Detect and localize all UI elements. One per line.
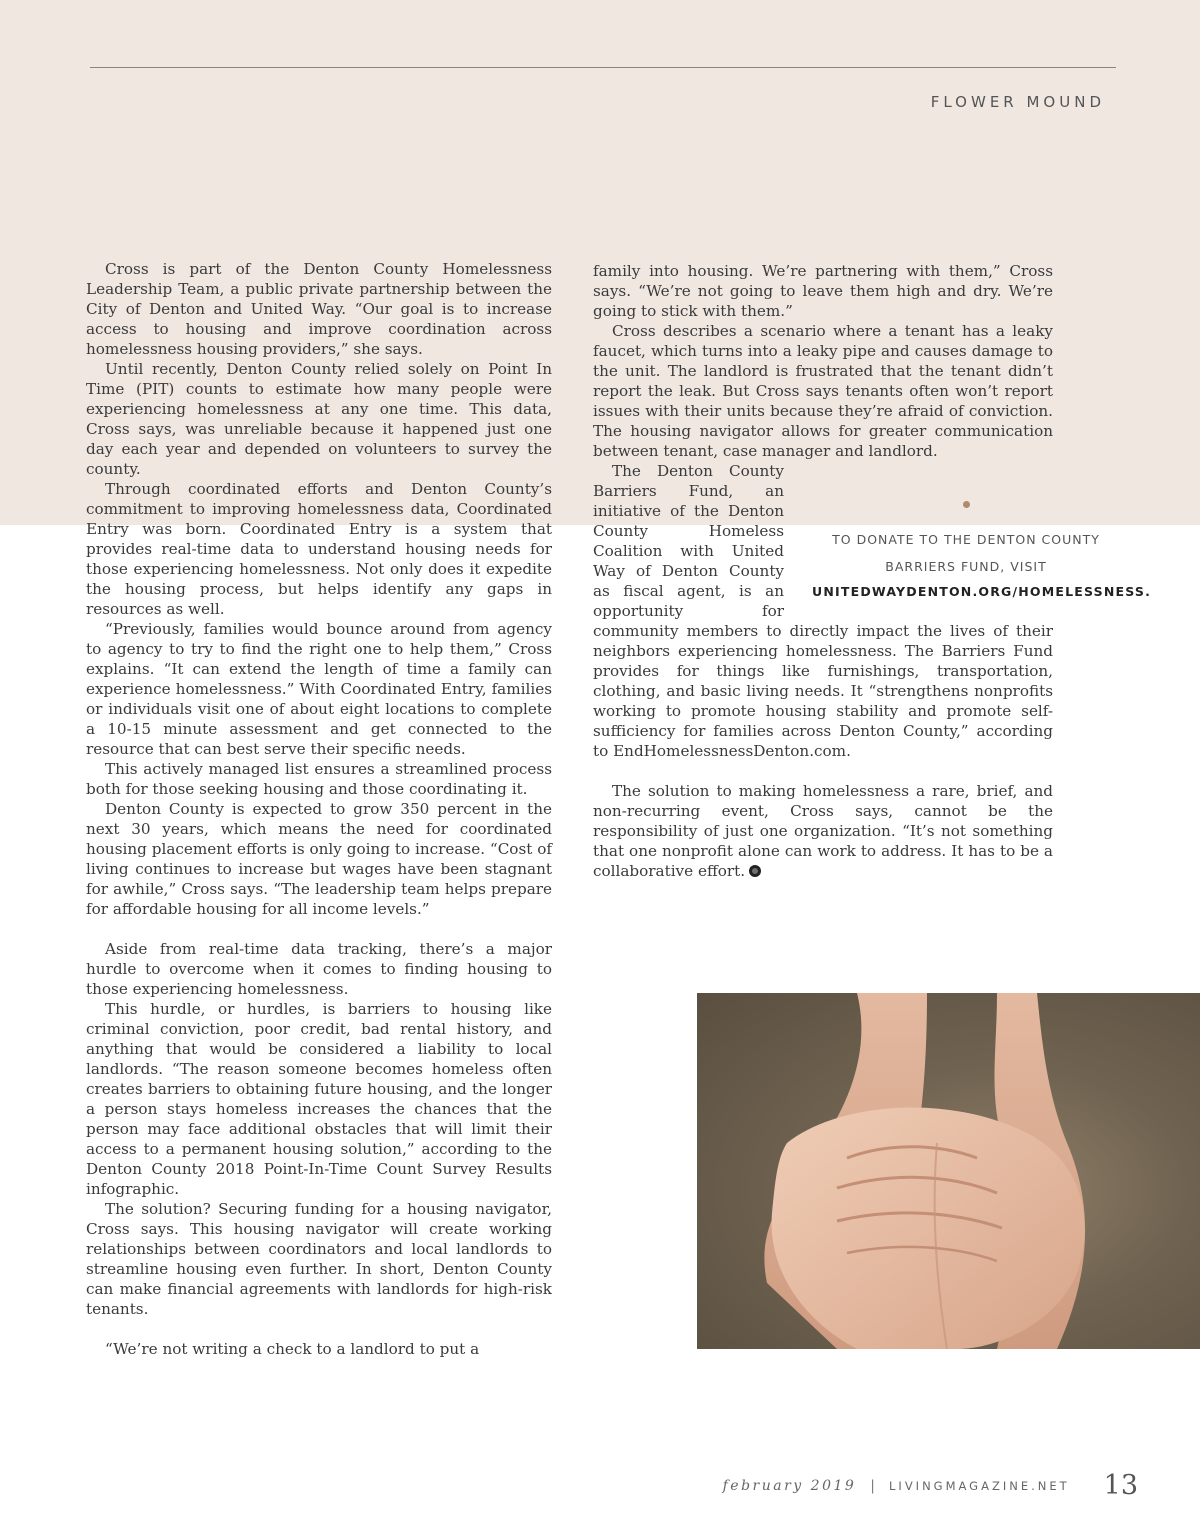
- paragraph: This hurdle, or hurdles, is barriers to housing like criminal conviction, poor credit, bad rental history, and anything that would be considered a liability to local landlords. “The reason someone becomes homeless often creates barriers to obtaining future housing, and the longer a person stays homeless increases the chances that the person may face additional obstacles that will limit their access to a permanent housing solution,” according to the Denton County 2018 Point-In-Time Count Survey Results infographic.: [86, 1000, 552, 1198]
- page-footer: [723, 1470, 1138, 1501]
- paragraph: Until recently, Denton County relied solely on Point In Time (PIT) counts to estimate how many people were experiencing homelessness at any one time. This data, Cross says, was unreliable because it happened just one day each year and depended on volunteers to survey the county.: [86, 360, 552, 478]
- page-number: 13: [1103, 1470, 1138, 1501]
- paragraph: Cross is part of the Denton County Homelessness Leadership Team, a public private partnership between the City of Denton and United Way. “Our goal is to increase access to housing and improve coordination across homelessness housing providers,” she says.: [86, 260, 552, 358]
- section-title: FLOWER MOUND: [930, 93, 1105, 111]
- paragraph: The Denton County Barriers Fund, an initiative of the Denton County Homeless Coalition with United Way of Denton County as fiscal agent, is an opportunity for community members to directly impact the lives of their neighbors experiencing homelessness. The Barriers Fund provides for things like furnishings, transportation, clothing, and basic living needs. It “strengthens nonprofits working to promote housing stability and promote self-sufficiency for families across Denton County,” according to EndHomelessnessDenton.com.: [593, 462, 1053, 760]
- paragraph: “Previously, families would bounce around from agency to agency to try to find the right one to help them,” Cross explains. “It can extend the length of time a family can experience homelessness.” With Coordinated Entry, families or individuals visit one of about eight locations to complete a 10-15 minute assessment and get connected to the resource that can best serve their specific needs.: [86, 620, 552, 758]
- issue-date: february 2019: [722, 1477, 857, 1494]
- callout-line: BARRIERS FUND, VISIT: [885, 559, 1047, 574]
- paragraph: Cross describes a scenario where a tenant has a leaky faucet, which turns into a leaky pipe and causes damage to the unit. The landlord is frustrated that the tenant didn’t report the leak. But Cross says tenants often won’t report issues with their units because they’re afraid of conviction. The housing navigator allows for greater communication between tenant, case manager and landlord.: [593, 322, 1053, 460]
- article-column-left: [86, 259, 552, 1359]
- donate-callout: [812, 497, 1152, 599]
- paragraph: Denton County is expected to grow 350 percent in the next 30 years, which means the need for coordinated housing placement efforts is only going to increase. “Cost of living continues to increase but wages have been stagnant for awhile,” Cross says. “The leadership team helps prepare for affordable housing for all income levels.”: [86, 800, 552, 918]
- paragraph: Through coordinated efforts and Denton County’s commitment to improving homelessness data, Coordinated Entry was born. Coordinated Entry is a system that provides real-time data to understand housing needs for those experiencing homelessness. Not only does it expedite the housing process, but helps identify any gaps in resources as well.: [86, 480, 552, 618]
- callout-line: TO DONATE TO THE DENTON COUNTY: [832, 532, 1100, 547]
- footer-separator: |: [870, 1477, 876, 1494]
- paragraph-final: [593, 781, 1053, 881]
- dot-icon: [963, 501, 970, 508]
- paragraph: “We’re not writing a check to a landlord to put a: [105, 1340, 480, 1358]
- magazine-site[interactable]: LIVINGMAGAZINE.NET: [889, 1478, 1070, 1493]
- cupped-hands-photo: [697, 993, 1200, 1349]
- donate-url[interactable]: UNITEDWAYDENTON.ORG/HOMELESSNESS.: [812, 584, 1152, 599]
- paragraph: The solution? Securing funding for a housing navigator, Cross says. This housing navigator will create working relationships between coordinators and local landlords to streamline housing even further. In short, Denton County can make financial agreements with landlords for high-risk tenants.: [86, 1200, 552, 1318]
- living-magazine-end-mark-icon: [749, 865, 761, 877]
- paragraph: Aside from real-time data tracking, there’s a major hurdle to overcome when it comes to finding housing to those experiencing homelessness.: [86, 940, 552, 998]
- paragraph-final-text: The solution to making homelessness a rare, brief, and non-recurring event, Cross says, cannot be the responsibility of just one organization. “It’s not something that one nonprofit alone can work to address. It has to be a collaborative effort.: [593, 782, 1053, 880]
- paragraph: family into housing. We’re partnering with them,” Cross says. “We’re not going to leave them high and dry. We’re going to stick with them.”: [593, 262, 1053, 320]
- top-rule: [90, 67, 1116, 68]
- paragraph: This actively managed list ensures a streamlined process both for those seeking housing and those coordinating it.: [86, 760, 552, 798]
- hands-illustration: [697, 993, 1200, 1349]
